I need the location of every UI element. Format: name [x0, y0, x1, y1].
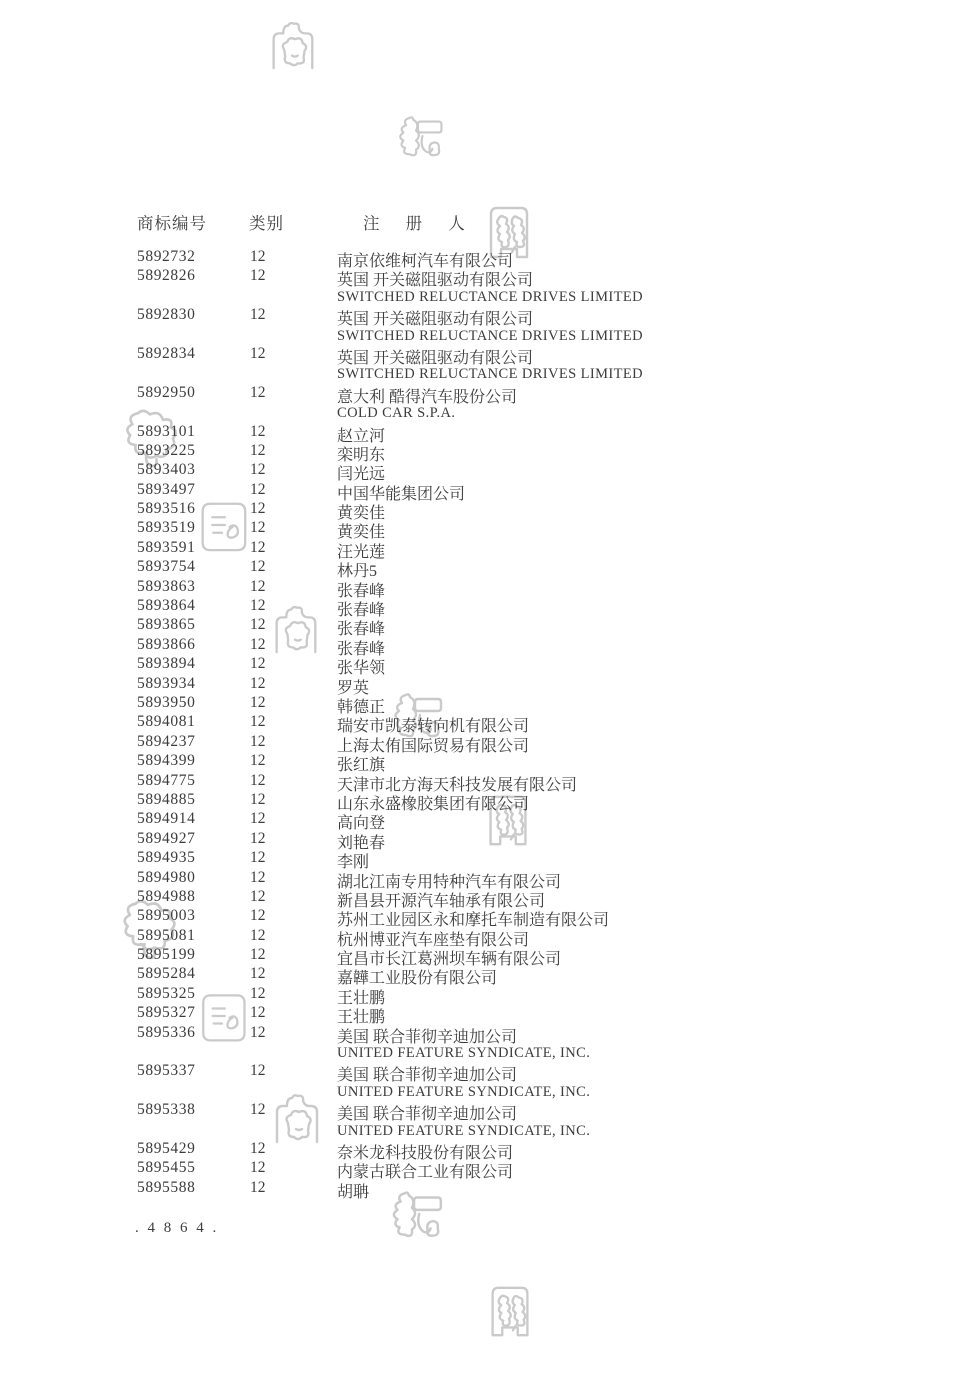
registrant-name-en: SWITCHED RELUCTANCE DRIVES LIMITED: [337, 366, 644, 383]
class-number: 12: [250, 422, 266, 440]
trademark-number: 5894081: [137, 713, 196, 731]
class-number: 12: [250, 558, 266, 576]
record-row: [0, 422, 980, 445]
record-row: [0, 635, 980, 658]
trademark-number: 5894914: [137, 810, 196, 828]
trademark-number: 5893864: [137, 597, 196, 615]
class-number: 12: [250, 655, 266, 673]
record-row: [0, 616, 980, 639]
record-row: [0, 829, 980, 852]
registrant-name: 张红旗: [337, 757, 386, 775]
registrant-name: 新昌县开源汽车轴承有限公司: [337, 892, 546, 910]
record-row-continuation: [0, 364, 980, 383]
watermark-shang-icon: [263, 13, 321, 75]
trademark-number: 5895336: [137, 1023, 196, 1041]
trademark-number: 5892826: [137, 267, 196, 285]
record-row: [0, 965, 980, 988]
record-row: [0, 790, 980, 813]
registrant-name-en: UNITED FEATURE SYNDICATE, INC.: [337, 1083, 591, 1100]
records-table: [0, 248, 980, 1201]
registrant-name: 汪光莲: [337, 543, 386, 561]
column-header-class: 类别: [249, 214, 284, 233]
record-row: [0, 558, 980, 581]
record-row: [0, 344, 980, 367]
class-number: 12: [250, 790, 266, 808]
record-row: [0, 1159, 980, 1182]
watermark-biao-icon: [388, 108, 446, 166]
registrant-name: 奈米龙科技股份有限公司: [337, 1144, 514, 1162]
record-row: [0, 771, 980, 794]
column-header-trademark-number: 商标编号: [137, 214, 207, 233]
record-row: [0, 441, 980, 464]
trademark-number: 5893591: [137, 538, 196, 556]
registrant-name: 宜昌市长江葛洲坝车辆有限公司: [337, 951, 562, 969]
class-number: 12: [250, 1101, 266, 1119]
registrant-name: 王壮鹏: [337, 989, 386, 1007]
class-number: 12: [250, 829, 266, 847]
trademark-number: 5893101: [137, 422, 196, 440]
record-row: [0, 693, 980, 716]
class-number: 12: [250, 597, 266, 615]
class-number: 12: [250, 480, 266, 498]
trademark-number: 5895199: [137, 946, 196, 964]
trademark-number: 5892732: [137, 248, 196, 265]
registrant-name: 意大利 酷得汽车股份公司: [337, 388, 518, 406]
record-row: [0, 1004, 980, 1027]
record-row: [0, 500, 980, 523]
registrant-name: 美国 联合菲彻辛迪加公司: [337, 1067, 518, 1085]
registrant-name-en: COLD CAR S.P.A.: [337, 405, 456, 422]
registrant-name: 张春峰: [337, 640, 386, 658]
watermark-shuang-icon: [481, 1279, 539, 1343]
registrant-name: 韩德正: [337, 698, 386, 716]
class-number: 12: [250, 1062, 266, 1080]
class-number: 12: [250, 946, 266, 964]
registrant-name: 林丹5: [337, 563, 378, 581]
record-row: [0, 810, 980, 833]
registrant-name: 黄奕佳: [337, 524, 386, 542]
trademark-number: 5894237: [137, 732, 196, 750]
registrant-name: 张春峰: [337, 621, 386, 639]
record-row: [0, 849, 980, 872]
record-row: [0, 597, 980, 620]
registrant-name: 瑞安市凯泰转向机有限公司: [337, 718, 530, 736]
record-row: [0, 519, 980, 542]
class-number: 12: [250, 907, 266, 925]
record-row-continuation: [0, 1121, 980, 1140]
trademark-number: 5893497: [137, 480, 196, 498]
class-number: 12: [250, 1139, 266, 1157]
trademark-number: 5893865: [137, 616, 196, 634]
class-number: 12: [250, 810, 266, 828]
registrant-name: 山东永盛橡胶集团有限公司: [337, 795, 530, 813]
class-number: 12: [250, 306, 266, 324]
registrant-name: 张华领: [337, 660, 386, 678]
class-number: 12: [250, 577, 266, 595]
class-number: 12: [250, 441, 266, 459]
registrant-name: 天津市北方海天科技发展有限公司: [337, 776, 578, 794]
registrant-name-en: SWITCHED RELUCTANCE DRIVES LIMITED: [337, 327, 644, 344]
record-row: [0, 1139, 980, 1162]
registrant-name: 杭州博亚汽车座垫有限公司: [337, 931, 530, 949]
class-number: 12: [250, 1004, 266, 1022]
class-number: 12: [250, 635, 266, 653]
trademark-number: 5894885: [137, 790, 196, 808]
page-number: . 4 8 6 4 .: [135, 1220, 219, 1236]
registrant-name-en: UNITED FEATURE SYNDICATE, INC.: [337, 1045, 591, 1062]
trademark-number: 5895284: [137, 965, 196, 983]
trademark-number: 5895003: [137, 907, 196, 925]
class-number: 12: [250, 1023, 266, 1041]
class-number: 12: [250, 674, 266, 692]
class-number: 12: [250, 849, 266, 867]
registrant-name: 罗英: [337, 679, 370, 697]
record-row: [0, 248, 980, 270]
class-number: 12: [250, 267, 266, 285]
record-row-continuation: [0, 403, 980, 422]
registrant-name: 李刚: [337, 854, 370, 872]
class-number: 12: [250, 1159, 266, 1177]
trademark-number: 5895327: [137, 1004, 196, 1022]
registrant-name: 黄奕佳: [337, 505, 386, 523]
class-number: 12: [250, 616, 266, 634]
registrant-name: 闫光远: [337, 466, 386, 484]
class-number: 12: [250, 693, 266, 711]
trademark-number: 5892830: [137, 306, 196, 324]
registrant-name: 王壮鹏: [337, 1009, 386, 1027]
trademark-number: 5893516: [137, 500, 196, 518]
registrant-name: 内蒙古联合工业有限公司: [337, 1164, 514, 1182]
trademark-number: 5895338: [137, 1101, 196, 1119]
class-number: 12: [250, 965, 266, 983]
trademark-number: 5893866: [137, 635, 196, 653]
class-number: 12: [250, 868, 266, 886]
registrant-name-en: UNITED FEATURE SYNDICATE, INC.: [337, 1122, 591, 1139]
record-row: [0, 887, 980, 910]
record-row: [0, 907, 980, 930]
trademark-number: 5894980: [137, 868, 196, 886]
record-row: [0, 946, 980, 969]
record-row: [0, 1023, 980, 1046]
registrant-name: 美国 联合菲彻辛迪加公司: [337, 1106, 518, 1124]
record-row: [0, 1178, 980, 1201]
record-row: [0, 306, 980, 329]
registrant-name-en: SWITCHED RELUCTANCE DRIVES LIMITED: [337, 288, 644, 305]
trademark-number: 5894927: [137, 829, 196, 847]
record-row: [0, 732, 980, 755]
class-number: 12: [250, 538, 266, 556]
trademark-number: 5893934: [137, 674, 196, 692]
record-row: [0, 267, 980, 290]
record-row: [0, 752, 980, 775]
registrant-name: 刘艳春: [337, 834, 386, 852]
class-number: 12: [250, 1178, 266, 1196]
class-number: 12: [250, 984, 266, 1002]
trademark-number: 5895081: [137, 926, 196, 944]
record-row-continuation: [0, 326, 980, 345]
record-row: [0, 655, 980, 678]
registrant-name: 张春峰: [337, 582, 386, 600]
trademark-number: 5893894: [137, 655, 196, 673]
registrant-name: 胡聃: [337, 1183, 370, 1201]
trademark-number: 5895429: [137, 1139, 196, 1157]
trademark-number: 5895588: [137, 1178, 196, 1196]
record-row: [0, 1062, 980, 1085]
registrant-name: 英国 开关磁阻驱动有限公司: [337, 311, 534, 329]
class-number: 12: [250, 887, 266, 905]
record-row: [0, 538, 980, 561]
class-number: 12: [250, 383, 266, 401]
trademark-number: 5894775: [137, 771, 196, 789]
trademark-number: 5893403: [137, 461, 196, 479]
trademark-number: 5893863: [137, 577, 196, 595]
record-row: [0, 383, 980, 406]
trademark-number: 5892834: [137, 344, 196, 362]
record-row: [0, 480, 980, 503]
class-number: 12: [250, 713, 266, 731]
registrant-name: 英国 开关磁阻驱动有限公司: [337, 349, 534, 367]
class-number: 12: [250, 461, 266, 479]
class-number: 12: [250, 500, 266, 518]
record-row: [0, 461, 980, 484]
record-row: [0, 984, 980, 1007]
class-number: 12: [250, 248, 266, 265]
record-row: [0, 926, 980, 949]
trademark-number: 5894988: [137, 887, 196, 905]
class-number: 12: [250, 732, 266, 750]
trademark-number: 5895337: [137, 1062, 196, 1080]
class-number: 12: [250, 344, 266, 362]
trademark-number: 5893754: [137, 558, 196, 576]
registrant-name: 张春峰: [337, 602, 386, 620]
record-row: [0, 713, 980, 736]
trademark-number: 5894399: [137, 752, 196, 770]
trademark-number: 5895455: [137, 1159, 196, 1177]
class-number: 12: [250, 771, 266, 789]
registrant-name: 英国 开关磁阻驱动有限公司: [337, 272, 534, 290]
record-row: [0, 868, 980, 891]
record-row-continuation: [0, 1082, 980, 1101]
record-row: [0, 674, 980, 697]
registrant-name: 湖北江南专用特种汽车有限公司: [337, 873, 562, 891]
column-header-registrant: 注 册 人: [363, 214, 476, 233]
trademark-number: 5894935: [137, 849, 196, 867]
registrant-name: 美国 联合菲彻辛迪加公司: [337, 1028, 518, 1046]
registrant-name: 赵立河: [337, 427, 386, 445]
trademark-number: 5893519: [137, 519, 196, 537]
registrant-name: 中国华能集团公司: [337, 485, 466, 503]
registrant-name: 上海太侑国际贸易有限公司: [337, 737, 530, 755]
record-row: [0, 577, 980, 600]
trademark-number: 5895325: [137, 984, 196, 1002]
registrant-name: 苏州工业园区永和摩托车制造有限公司: [337, 912, 610, 930]
class-number: 12: [250, 519, 266, 537]
registrant-name: 嘉韡工业股份有限公司: [337, 970, 498, 988]
class-number: 12: [250, 752, 266, 770]
record-row: [0, 1101, 980, 1124]
trademark-number: 5893225: [137, 441, 196, 459]
trademark-number: 5893950: [137, 693, 196, 711]
class-number: 12: [250, 926, 266, 944]
registrant-name: 南京依维柯汽车有限公司: [337, 253, 514, 270]
record-row-continuation: [0, 1043, 980, 1062]
registrant-name: 栾明东: [337, 446, 386, 464]
record-row-continuation: [0, 287, 980, 306]
registrant-name: 高向登: [337, 815, 386, 833]
trademark-number: 5892950: [137, 383, 196, 401]
